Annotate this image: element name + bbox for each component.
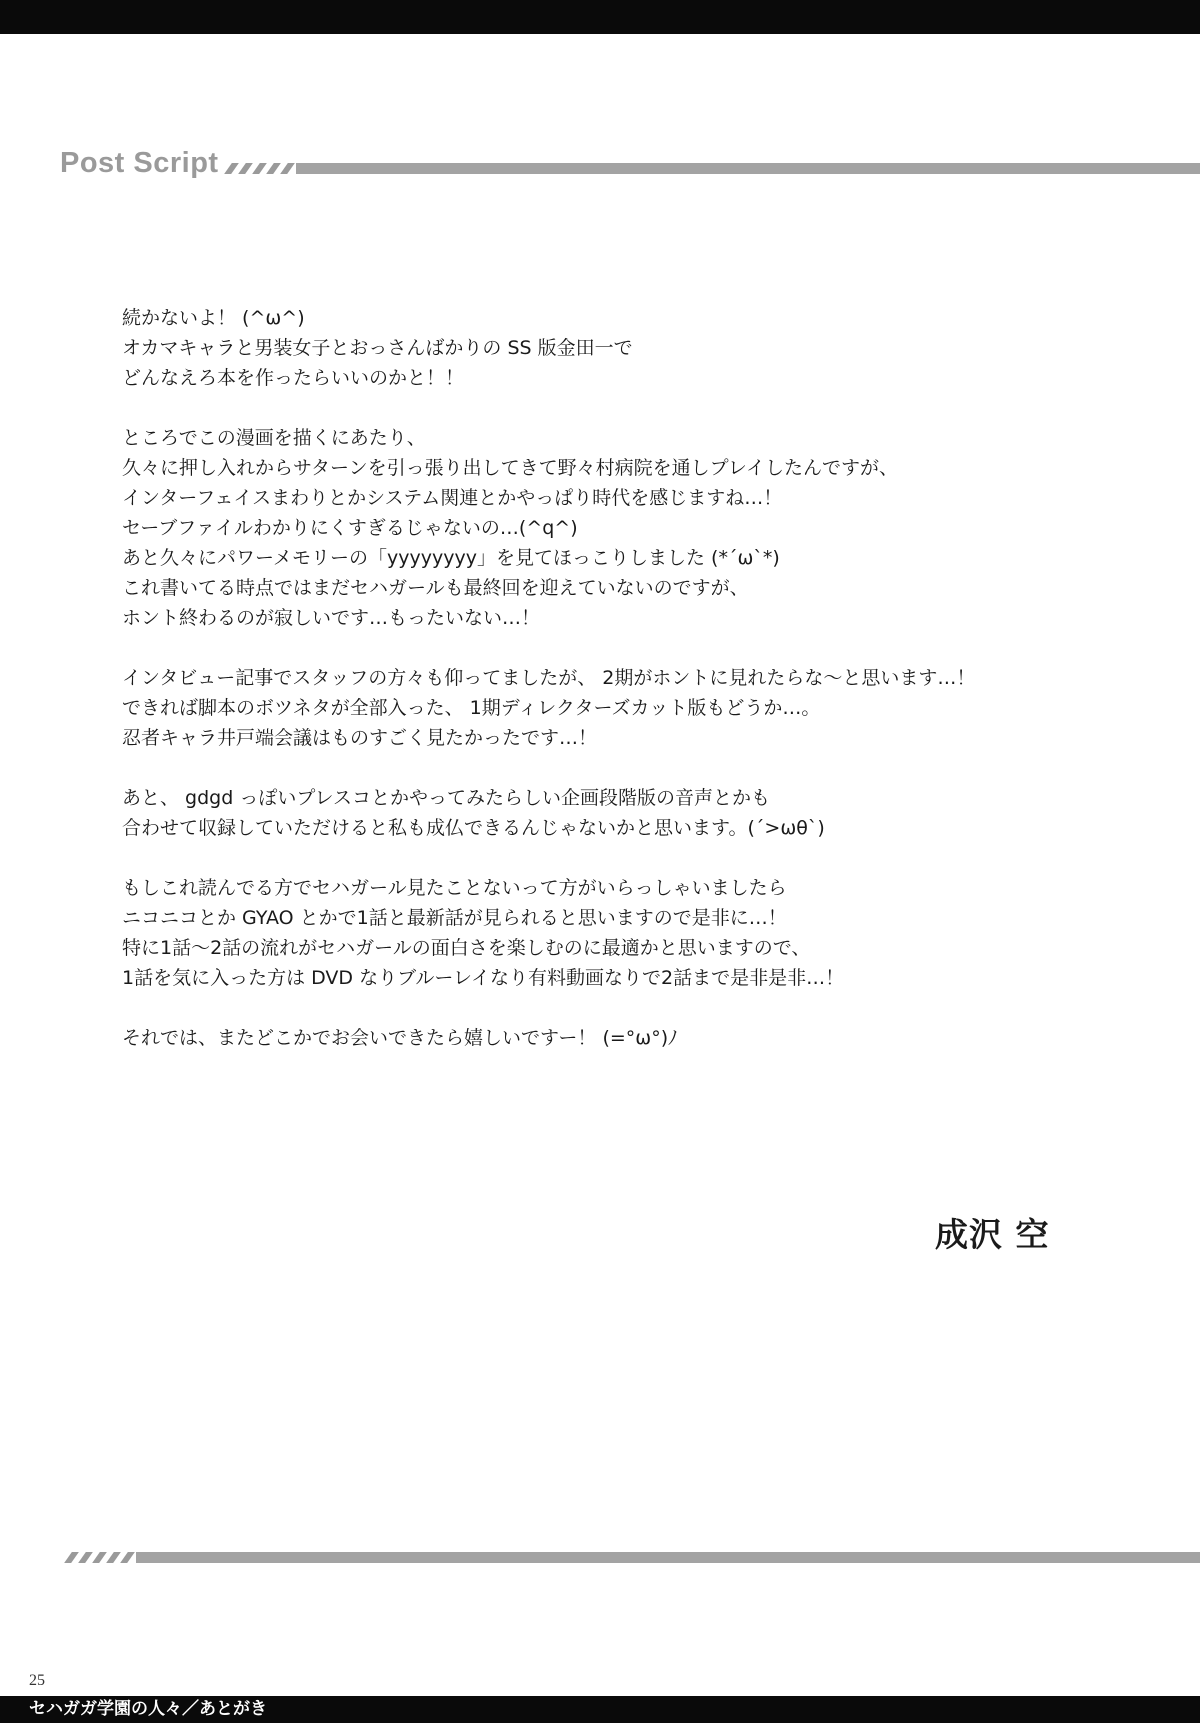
page-title: Post Script [60, 147, 219, 179]
text-line: ニコニコとか GYAO とかで1話と最新話が見られると思いますので是非に…！ [122, 907, 787, 929]
footer-divider-row [64, 1552, 1200, 1563]
text-line: 1話を気に入った方は DVD なりブルーレイなり有料動画なりで2話まで是非是非…！ [122, 967, 845, 989]
text-line: セーブファイルわかりにくすぎるじゃないの…(^q^) [122, 517, 578, 539]
text-line: 久々に押し入れからサターンを引っ張り出してきて野々村病院を通しプレイしたんですが、 [122, 457, 898, 479]
text-line: あと、 gdgd っぽいプレスコとかやってみたらしい企画段階版の音声とかも [122, 787, 770, 809]
text-line: インタビュー記事でスタッフの方々も仰ってましたが、 2期がホントに見れたらな～と思います…！ [122, 667, 976, 689]
book-title: セハガガ学園の人々／あとがき [29, 1699, 267, 1719]
footer-slash-decoration [64, 1552, 134, 1563]
footer-divider [136, 1552, 1200, 1563]
heading-divider [296, 163, 1200, 174]
post-script-body [122, 303, 1122, 1053]
paragraph [122, 423, 1122, 633]
text-line: どんなえろ本を作ったらいいのかと！！ [122, 367, 465, 389]
text-line: オカマキャラと男装女子とおっさんばかりの SS 版金田一で [122, 337, 633, 359]
text-line: できれば脚本のボツネタが全部入った、 1期ディレクターズカット版もどうか…。 [122, 697, 821, 719]
paragraph [122, 1023, 1122, 1053]
text-line: これ書いてる時点ではまだセハガールも最終回を迎えていないのですが、 [122, 577, 749, 599]
text-line: ところでこの漫画を描くにあたり、 [122, 427, 426, 449]
paragraph [122, 783, 1122, 843]
top-bar [0, 0, 1200, 34]
page-number: 25 [29, 1672, 45, 1689]
text-line: 特に1話～2話の流れがセハガールの面白さを楽しむのに最適かと思いますので、 [122, 937, 811, 959]
text-line: 合わせて収録していただけると私も成仏できるんじゃないかと思います。(´>ωθ`) [122, 817, 825, 839]
text-line: インターフェイスまわりとかシステム関連とかやっぱり時代を感じますね…！ [122, 487, 783, 509]
text-line: ホント終わるのが寂しいです…もったいない…！ [122, 607, 541, 629]
paragraph [122, 303, 1122, 393]
text-line: 続かないよ！ (^ω^) [122, 307, 305, 329]
text-line: あと久々にパワーメモリーの「yyyyyyyy」を見てほっこりしました (*´ω`*) [122, 547, 780, 569]
text-line: もしこれ読んでる方でセハガール見たことないって方がいらっしゃいましたら [122, 877, 787, 899]
paragraph [122, 873, 1122, 993]
page-heading [60, 146, 1200, 186]
text-line: それでは、またどこかでお会いできたら嬉しいですー！ (=°ω°)ﾉ [122, 1027, 678, 1049]
paragraph [122, 663, 1122, 753]
text-line: 忍者キャラ井戸端会議はものすごく見たかったです…！ [122, 727, 598, 749]
footer-bar [0, 1696, 1200, 1723]
author-signature: 成沢 空 [935, 1215, 1050, 1254]
heading-slash-decoration [224, 163, 294, 174]
